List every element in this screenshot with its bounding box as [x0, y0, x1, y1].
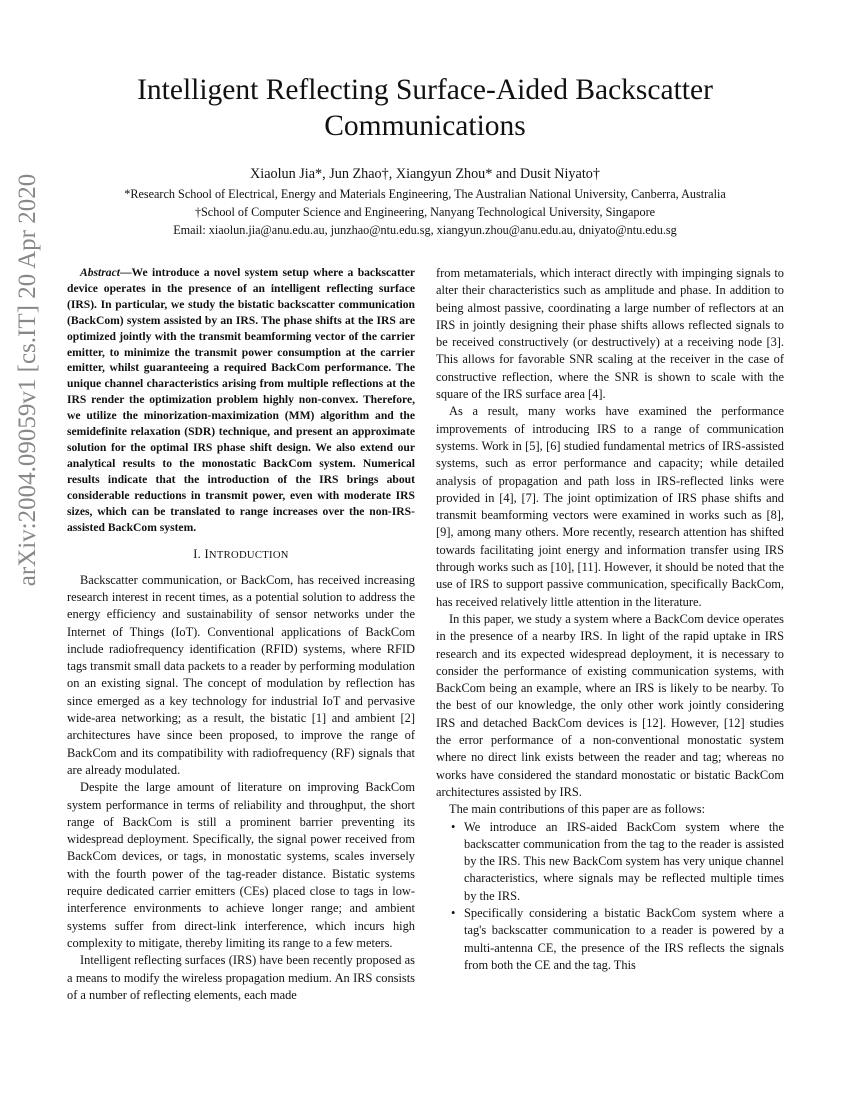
email-list: Email: xiaolun.jia@anu.edu.au, junzhao@ntu.edu.sg, xiangyun.zhou@anu.edu.au, dniyato@ntu.edu.sg — [173, 223, 677, 237]
paragraph-continued: from metamaterials, which interact directly with impinging signals to alter their characteristics such as amplitude and phase. In addition to being almost passive, coordinating a large number of reflectors at an IRS in jointly designing their phase shifts allows reflected signals to be received constructively (or destructively) at a receiving node [3]. This allows for favorable SNR scaling at the receiver in the case of constructive reflection, where the SNR is shown to scale with the square of the IRS surface area [4]. — [436, 266, 784, 402]
bullet-icon: • — [451, 819, 456, 834]
arxiv-identifier: arXiv:2004.09059v1 [cs.IT] 20 Apr 2020 — [14, 173, 41, 587]
right-column — [436, 265, 784, 974]
section-title-initial: I — [204, 547, 209, 562]
section-title-rest: NTRODUCTION — [208, 550, 289, 562]
abstract-text: —We introduce a novel system setup where a backscatter device operates in the presence of an intelligent reflecting surface (IRS). In particular, we study the bistatic backscatter communication (BackCom) system assisted by an IRS. The phase shifts at the IRS are optimized jointly with the transmit beamforming vector of the carrier emitter, to minimize the transmit power consumption at the carrier emitter, whilst guaranteeing a required BackCom performance. The unique channel characteristics arising from multiple reflections at the IRS render the optimization problem highly non-convex. Therefore, we utilize the minorization-maximization (MM) algorithm and the semidefinite relaxation (SDR) technique, and present an approximate solution for the optimal IRS phase shift design. We also extend our analytical results to the monostatic BackCom system. Numerical results indicate that the introduction of the IRS brings about considerable reductions in transmit power, even with moderate IRS sizes, which can be translated to range increases over the non-IRS-assisted BackCom system. — [67, 266, 415, 534]
affiliation-ntu: †School of Computer Science and Engineering, Nanyang Technological University, Singapore — [194, 205, 656, 219]
author-list: Xiaolun Jia*, Jun Zhao†, Xiangyun Zhou* and Dusit Niyato† — [250, 166, 600, 182]
paragraph-intro-3: Intelligent reflecting surfaces (IRS) have been recently proposed as a means to modify the wireless propagation medium. An IRS consists of a number of reflecting elements, each made — [67, 953, 415, 1002]
bullet-icon: • — [451, 905, 456, 920]
paragraph-this-paper: In this paper, we study a system where a BackCom device operates in the presence of a nearby IRS. In light of the rapid uptake in IRS research and its expected widespread deployment, it is necessary to consider the performance of existing communication systems, with BackCom being an example, where an IRS is likely to be nearby. To the best of our knowledge, the only other work jointly considering IRS and detached BackCom devices is [12]. However, [12] studies the error performance of a non-conventional monostatic system where no direct link exists between the reader and tag; whereas no works have considered the standard monostatic or bistatic BackCom architectures assisted by IRS. — [436, 611, 784, 799]
left-column — [67, 265, 415, 1004]
paragraph-related-work: As a result, many works have examined the performance improvements of introducing IRS to a range of communication systems. Work in [5], [6] studied fundamental metrics of IRS-assisted systems, such as error performance and capacity; while detailed analysis of propagation and path loss in IRS-reflected links were provided in [4], [7]. The joint optimization of IRS phase shifts and transmit beamforming vectors were examined in works such as [8], [9], among many others. More recently, research attention has shifted towards facilitating joint energy and information transfer using IRS through works such as [10], [11]. However, it should be noted that the use of IRS to support passive communication, specifically BackCom, has received relatively little attention in the literature. — [436, 404, 784, 609]
section-number: I. — [193, 547, 202, 562]
contribution-text: Specifically considering a bistatic BackCom system where a tag's backscatter communication to a reader is powered by a multi-antenna CE, the presence of the IRS reflects the signals from both the CE and the tag. This — [464, 905, 784, 972]
paragraph-intro-2: Despite the large amount of literature on improving BackCom system performance in terms of reliability and throughput, the short range of BackCom is still a prominent barrier preventing its widespread deployment. Specifically, the signal power received from BackCom devices, or tags, in monostatic systems, scales inversely with the fourth power of the tag-reader distance. Bistatic systems require dedicated carrier emitters (CEs) placed close to tags in low-interference environments to achieve longer range; and ambient systems suffer from direct-link interference, which incurs high complexity to mitigate, thereby limiting its range to a few meters. — [67, 780, 415, 950]
paragraph-contributions-intro: The main contributions of this paper are as follows: — [449, 802, 706, 817]
list-item — [436, 819, 784, 905]
abstract — [67, 265, 415, 535]
affiliation-anu: *Research School of Electrical, Energy and Materials Engineering, The Australian National University, Canberra, Australia — [124, 187, 726, 201]
contribution-text: We introduce an IRS-aided BackCom system where the backscatter communication from the tag to the reader is assisted by the IRS. This new BackCom system has very unique channel characteristics, where signals may be reflected multiple times by the IRS. — [464, 819, 784, 903]
list-item — [436, 905, 784, 974]
abstract-label: Abstract — [80, 266, 120, 279]
contributions-list — [436, 819, 784, 975]
paragraph-intro-1: Backscatter communication, or BackCom, has received increasing research interest in recent times, as a potential solution to address the energy efficiency and sustainability of sensor networks under the Internet of Things (IoT). Conventional applications of BackCom include radiofrequency identification (RFID) systems, where RFID tags transmit small data packets to a reader by performing modulation on an existing signal. The concept of modulation by reflection has since emerged as a key technology for industrial IoT and pervasive wide-area networking; as a result, the bistatic [1] and ambient [2] architectures have since been proposed, to improve the range of BackCom and its compatibility with radiofrequency (RF) signals that are already modulated. — [67, 572, 415, 777]
section-heading-introduction — [67, 546, 415, 564]
paper-title: Intelligent Reflecting Surface-Aided Backscatter Communications — [137, 74, 713, 142]
